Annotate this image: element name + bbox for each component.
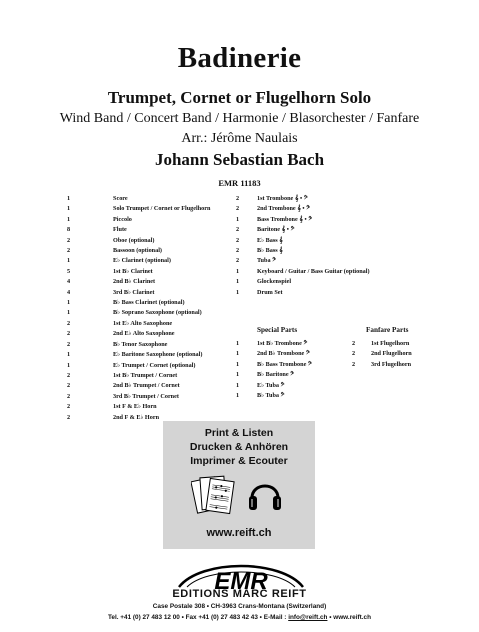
part-quantity: 2 [236, 236, 240, 244]
part-quantity: 8 [67, 226, 71, 234]
part-name: E♭ Trumpet / Cornet (optional) [113, 361, 196, 369]
part-name: Flute [113, 226, 127, 234]
sheet-music-icon [191, 473, 235, 517]
part-quantity: 2 [352, 340, 356, 347]
publisher-address: Case Postale 308 • CH-3963 Crans-Montana (Switzerland) [152, 603, 327, 610]
page-title: Badinerie [177, 42, 302, 74]
part-quantity: 1 [236, 340, 240, 347]
part-name: 1st B♭ Trombone 𝄢 [257, 340, 308, 347]
part-row [352, 360, 412, 370]
part-name: B♭ Bass Trombone 𝄢 [257, 360, 312, 368]
part-quantity: 1 [236, 215, 240, 223]
part-name: 3rd B♭ Clarinet [113, 288, 155, 296]
part-row [236, 256, 370, 266]
part-name: 1st B♭ Clarinet [113, 267, 153, 275]
part-name: Glockenspiel [257, 278, 292, 286]
part-quantity: 2 [236, 257, 240, 265]
part-row [67, 225, 210, 235]
email-link[interactable]: info@reift.ch [288, 614, 328, 621]
part-quantity: 2 [67, 382, 71, 390]
part-quantity: 1 [236, 381, 240, 389]
part-quantity: 1 [67, 205, 71, 213]
part-name: 2nd Trombone 𝄞 • 𝄢 [257, 205, 311, 213]
part-name: 2nd B♭ Clarinet [113, 278, 156, 286]
part-row [67, 277, 210, 287]
part-name: Bass Trombone 𝄞 • 𝄢 [257, 215, 313, 223]
part-row [67, 288, 210, 298]
part-row [67, 204, 210, 214]
contact-phone-fax: Tel. +41 (0) 27 483 12 00 • Fax +41 (0) 27 483 42 43 • E-Mail : [107, 614, 289, 621]
part-quantity: 1 [236, 278, 240, 286]
part-quantity: 4 [67, 278, 71, 286]
part-name: Oboe (optional) [113, 236, 155, 244]
part-row [67, 246, 210, 256]
part-quantity: 1 [236, 350, 240, 358]
part-row [236, 288, 370, 298]
part-row [67, 381, 210, 391]
part-row [236, 204, 370, 214]
part-row [236, 236, 370, 246]
part-row [67, 329, 210, 339]
part-row [236, 215, 370, 225]
part-name: Solo Trumpet / Cornet or Flugelhorn [113, 205, 211, 213]
part-quantity: 1 [67, 361, 71, 369]
part-row [67, 340, 210, 350]
part-quantity: 2 [236, 205, 240, 213]
part-row [236, 277, 370, 287]
part-row [236, 339, 312, 349]
publisher-contact [0, 614, 479, 621]
part-quantity: 2 [67, 371, 71, 379]
part-name: 2nd B♭ Trombone 𝄢 [257, 350, 310, 358]
part-quantity: 2 [236, 247, 240, 255]
part-name: E♭ Clarinet (optional) [113, 257, 171, 265]
part-row [67, 361, 210, 371]
part-name: 1st Trombone 𝄞 • 𝄢 [257, 195, 308, 202]
part-row [67, 194, 210, 204]
fanfare-parts-heading: Fanfare Parts [366, 326, 409, 334]
part-quantity: 2 [67, 403, 71, 411]
contact-website: • www.reift.ch [327, 614, 371, 621]
part-name: 2nd F & E♭ Horn [113, 413, 160, 421]
part-row [236, 267, 370, 277]
part-quantity: 1 [67, 257, 71, 265]
part-name: 2nd Flugelhorn [371, 350, 412, 358]
part-name: Tuba 𝄢 [257, 257, 277, 265]
part-quantity: 2 [67, 392, 71, 400]
fanfare-parts-list [352, 339, 412, 370]
promo-line-german: Drucken & Anhören [189, 441, 289, 453]
part-quantity: 1 [236, 288, 240, 296]
part-name: Keyboard / Guitar / Bass Guitar (optional) [257, 267, 370, 275]
part-quantity: 4 [67, 288, 71, 296]
part-row [67, 371, 210, 381]
part-quantity: 1 [67, 195, 71, 202]
part-name: B♭ Bass 𝄞 [257, 247, 283, 255]
part-name: 2nd B♭ Trumpet / Cornet [113, 382, 180, 390]
logo-text: EMR [214, 568, 268, 595]
part-name: Bassoon (optional) [113, 247, 162, 255]
part-row [352, 339, 412, 349]
part-row [236, 360, 312, 370]
part-quantity: 1 [67, 309, 71, 317]
part-row [236, 381, 312, 391]
part-quantity: 2 [352, 350, 356, 358]
part-name: B♭ Soprano Saxophone (optional) [113, 309, 202, 317]
part-name: 3rd Flugelhorn [371, 360, 412, 368]
part-name: B♭ Tuba 𝄢 [257, 392, 285, 400]
part-quantity: 2 [67, 340, 71, 348]
part-row [236, 349, 312, 359]
part-row [67, 308, 210, 318]
part-quantity: 1 [67, 299, 71, 307]
part-name: 1st E♭ Alto Saxophone [113, 319, 173, 327]
part-name: 1st B♭ Trumpet / Cornet [113, 371, 178, 379]
publisher-brand: EDITIONS MARC REIFT [172, 588, 307, 600]
part-row [67, 319, 210, 329]
part-row [67, 298, 210, 308]
ensembles: Wind Band / Concert Band / Harmonie / Blasorchester / Fanfare [59, 111, 420, 126]
part-row [67, 215, 210, 225]
parts-list-right [236, 194, 370, 298]
part-row [67, 392, 210, 402]
part-quantity: 2 [352, 360, 356, 368]
parts-list-left [67, 194, 210, 423]
composer: Johann Sebastian Bach [154, 150, 325, 169]
part-row [236, 225, 370, 235]
part-quantity: 2 [236, 195, 240, 202]
part-quantity: 2 [67, 330, 71, 338]
part-quantity: 1 [67, 351, 71, 359]
part-name: Piccolo [113, 215, 132, 223]
part-quantity: 2 [67, 319, 71, 327]
promo-line-french: Imprimer & Ecouter [190, 455, 288, 467]
part-name: Score [113, 195, 128, 202]
part-name: 3rd B♭ Trumpet / Cornet [113, 392, 179, 400]
website-link[interactable]: www.reift.ch [206, 527, 272, 539]
part-name: 1st F & E♭ Horn [113, 403, 157, 411]
part-quantity: 1 [67, 215, 71, 223]
headphones-icon [247, 474, 283, 514]
part-row [352, 349, 412, 359]
arranger: Arr.: Jérôme Naulais [181, 131, 298, 146]
part-row [67, 267, 210, 277]
part-name: B♭ Tenor Saxophone [113, 340, 168, 348]
part-quantity: 5 [67, 267, 71, 275]
part-quantity: 2 [67, 413, 71, 421]
part-name: E♭ Bass 𝄞 [257, 236, 283, 244]
part-quantity: 2 [67, 247, 71, 255]
part-row [67, 402, 210, 412]
part-name: B♭ Bass Clarinet (optional) [113, 299, 185, 307]
part-name: 2nd E♭ Alto Saxophone [113, 330, 175, 338]
part-row [236, 246, 370, 256]
part-name: Baritone 𝄞 • 𝄢 [257, 226, 295, 234]
special-parts-heading: Special Parts [257, 326, 298, 334]
part-row [67, 350, 210, 360]
part-name: E♭ Tuba 𝄢 [257, 381, 285, 389]
part-row [236, 194, 370, 204]
catalog-number: EMR 11183 [218, 178, 261, 188]
print-listen-box[interactable] [163, 421, 315, 549]
part-row [67, 236, 210, 246]
part-quantity: 2 [236, 226, 240, 234]
part-quantity: 1 [236, 267, 240, 275]
promo-line-english: Print & Listen [204, 427, 274, 439]
part-quantity: 1 [236, 360, 240, 368]
part-name: E♭ Baritone Saxophone (optional) [113, 351, 203, 359]
part-row [67, 256, 210, 266]
special-parts-list [236, 339, 312, 401]
part-quantity: 1 [236, 392, 240, 400]
part-quantity: 2 [67, 236, 71, 244]
part-name: 1st Flugelhorn [371, 340, 410, 347]
part-name: Drum Set [257, 288, 283, 296]
part-row [236, 370, 312, 380]
subtitle: Trumpet, Cornet or Flugelhorn Solo [107, 88, 372, 107]
part-name: B♭ Baritone 𝄢 [257, 371, 295, 379]
part-quantity: 1 [236, 371, 240, 379]
part-row [236, 391, 312, 401]
